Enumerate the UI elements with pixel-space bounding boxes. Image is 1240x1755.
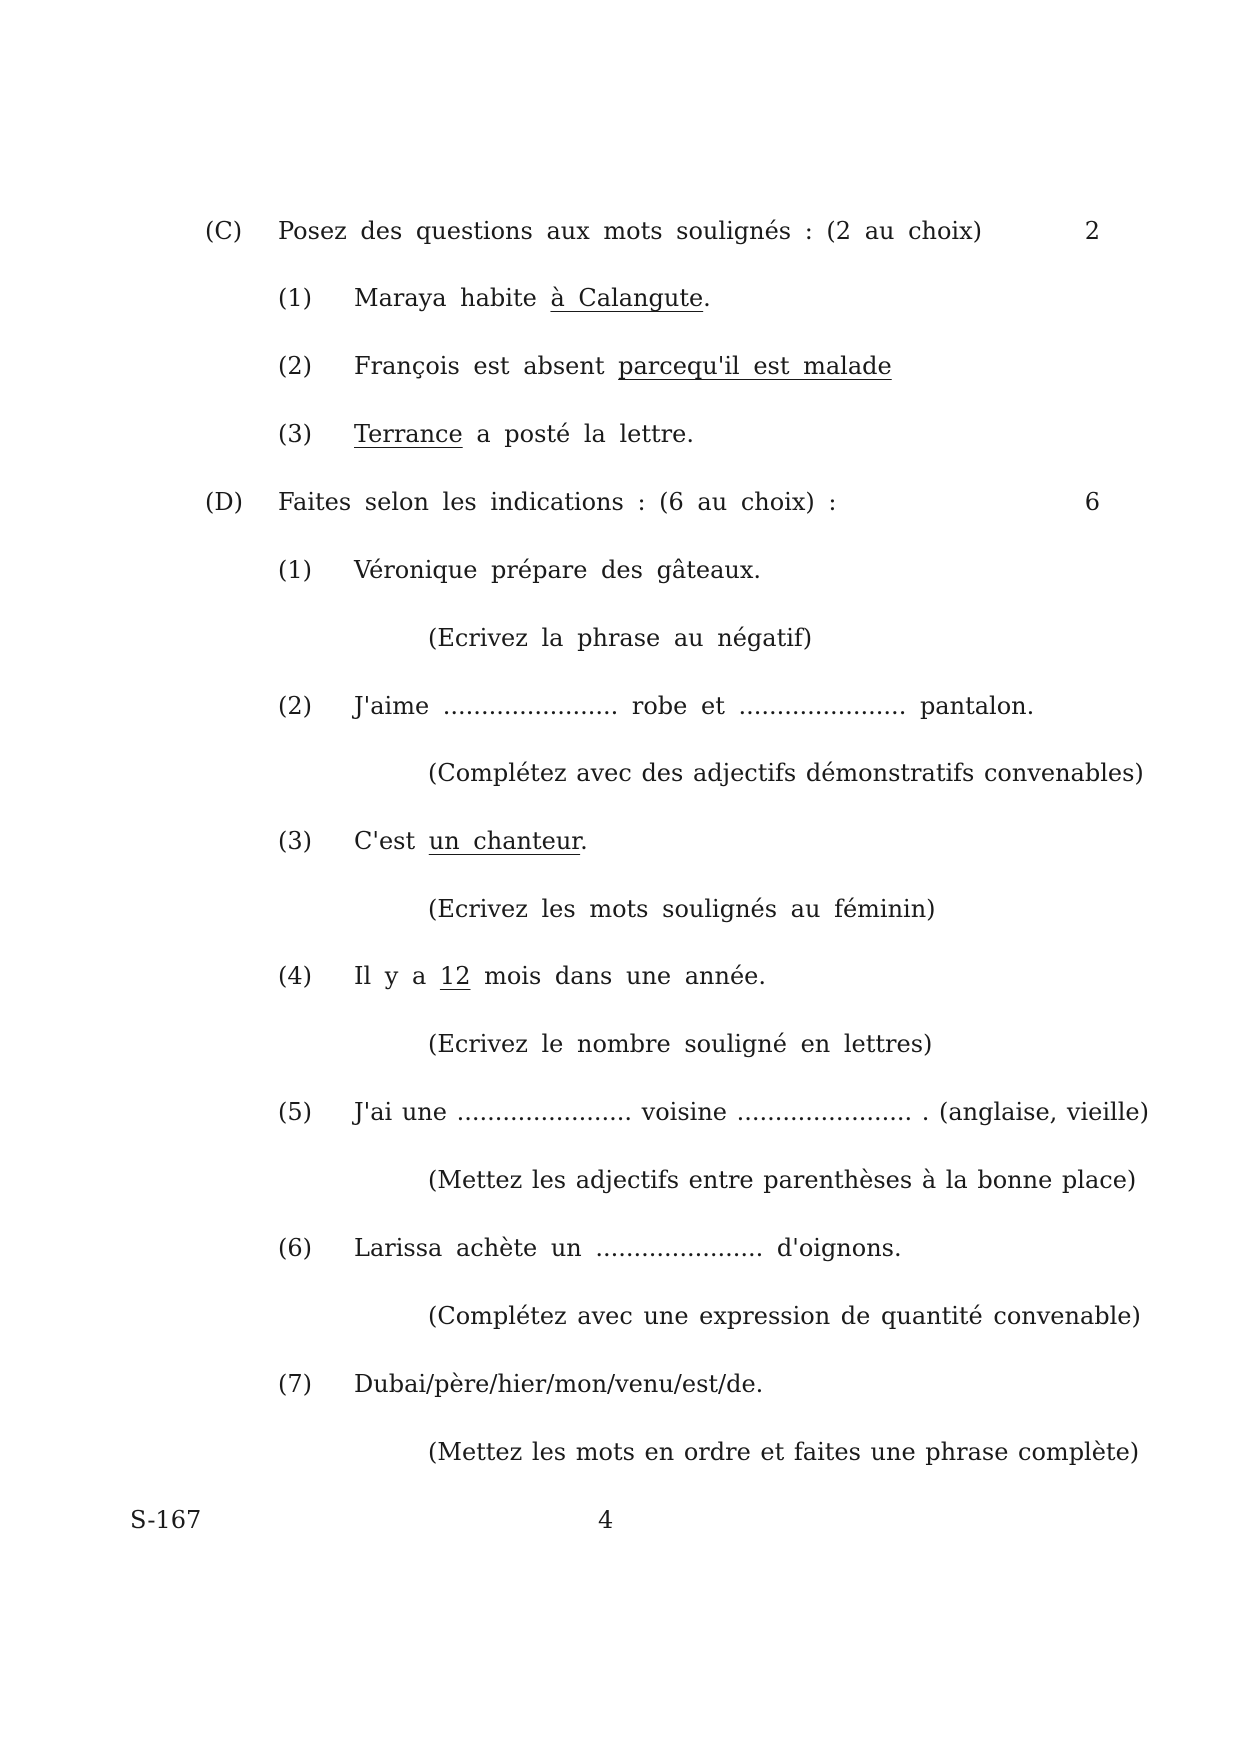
d-q2-hint: (Complétez avec des adjectifs démonstratifs convenables) bbox=[428, 759, 1144, 787]
section-c-label: (C) bbox=[205, 217, 243, 245]
d-q5-number: (5) bbox=[278, 1098, 312, 1126]
d-q6-hint: (Complétez avec une expression de quantité convenable) bbox=[428, 1302, 1141, 1330]
section-c-marks: 2 bbox=[1084, 217, 1100, 245]
d-q2-number: (2) bbox=[278, 692, 312, 720]
d-q7-hint: (Mettez les mots en ordre et faites une phrase complète) bbox=[428, 1438, 1140, 1466]
d-q6-number: (6) bbox=[278, 1234, 312, 1262]
c-q2-text: François est absent parcequ'il est malade bbox=[354, 352, 892, 380]
d-q5-hint: (Mettez les adjectifs entre parenthèses à la bonne place) bbox=[428, 1166, 1137, 1194]
c-q3-number: (3) bbox=[278, 420, 312, 448]
section-d-marks: 6 bbox=[1084, 488, 1100, 516]
d-q3-number: (3) bbox=[278, 827, 312, 855]
underlined-word: à Calangute bbox=[550, 284, 704, 312]
d-q7-number: (7) bbox=[278, 1370, 312, 1398]
d-q5-text: J'ai une ....................... voisine ....................... . (anglaise, vieille) bbox=[354, 1098, 1149, 1126]
exam-code: S-167 bbox=[130, 1506, 202, 1534]
d-q4-hint: (Ecrivez le nombre souligné en lettres) bbox=[428, 1030, 933, 1058]
c-q2-number: (2) bbox=[278, 352, 312, 380]
d-q4-number: (4) bbox=[278, 962, 312, 990]
underlined-word: parcequ'il est malade bbox=[618, 352, 892, 380]
underlined-word: Terrance bbox=[354, 420, 463, 448]
c-q1-text: Maraya habite à Calangute. bbox=[354, 284, 711, 312]
d-q1-hint: (Ecrivez la phrase au négatif) bbox=[428, 624, 813, 652]
d-q1-text: Véronique prépare des gâteaux. bbox=[354, 556, 762, 584]
c-q3-text: Terrance a posté la lettre. bbox=[354, 420, 694, 448]
d-q3-hint: (Ecrivez les mots soulignés au féminin) bbox=[428, 895, 936, 923]
d-q1-number: (1) bbox=[278, 556, 312, 584]
d-q6-text: Larissa achète un ...................... d'oignons. bbox=[354, 1234, 902, 1262]
d-q3-text: C'est un chanteur. bbox=[354, 827, 588, 855]
underlined-number: 12 bbox=[439, 962, 471, 990]
section-c-instruction: Posez des questions aux mots soulignés : (2 au choix) bbox=[278, 217, 983, 245]
underlined-word: un chanteur bbox=[428, 827, 581, 855]
d-q4-text: Il y a 12 mois dans une année. bbox=[354, 962, 767, 990]
page-number: 4 bbox=[598, 1506, 614, 1534]
c-q1-number: (1) bbox=[278, 284, 312, 312]
section-d-instruction: Faites selon les indications : (6 au choix) : bbox=[278, 488, 837, 516]
d-q7-text: Dubai/père/hier/mon/venu/est/de. bbox=[354, 1370, 764, 1398]
d-q2-text: J'aime ....................... robe et ...................... pantalon. bbox=[354, 692, 1035, 720]
section-d-label: (D) bbox=[205, 488, 243, 516]
